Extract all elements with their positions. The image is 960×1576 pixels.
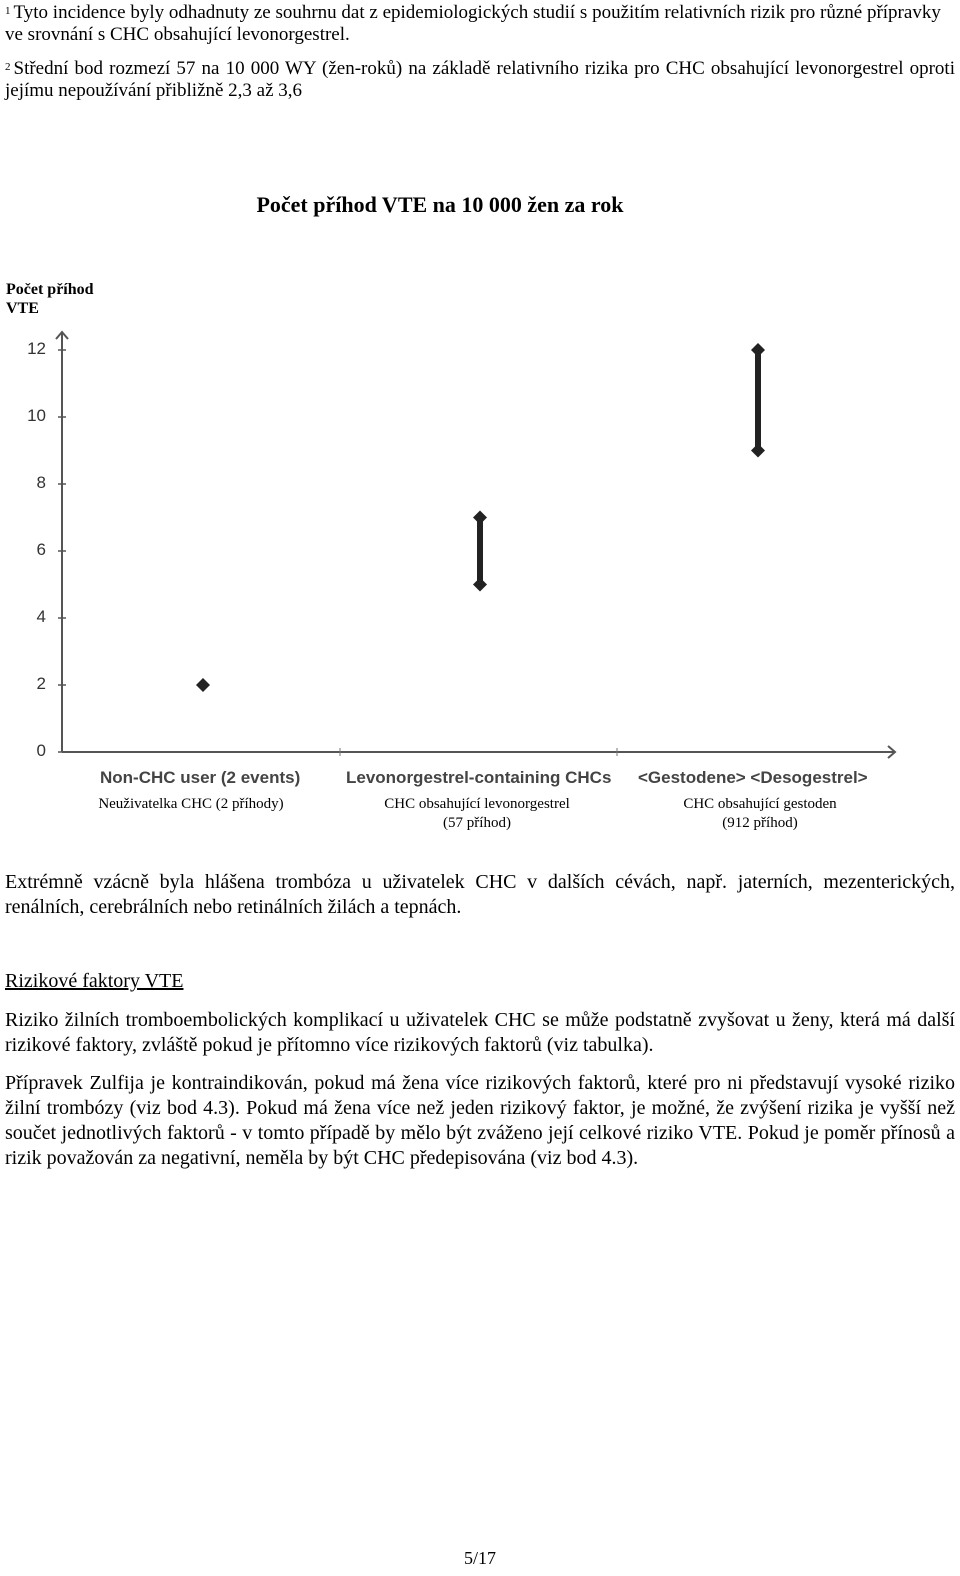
x-category-label-2-line-2: (57 příhod) xyxy=(443,815,511,831)
x-category-label-en-1: Non-CHC user (2 events) xyxy=(100,768,301,787)
y-axis-label: Počet příhod VTE xyxy=(6,281,94,317)
x-category-label-1 xyxy=(71,795,311,814)
x-category-label-3-line-1: CHC obsahující gestoden xyxy=(683,796,837,812)
y-tick-label-6: 6 xyxy=(36,540,46,559)
y-tick-label-2: 2 xyxy=(36,674,46,693)
y-tick-label-4: 4 xyxy=(36,607,46,626)
y-tick-label-12: 12 xyxy=(27,339,46,358)
chart-title: Počet příhod VTE na 10 000 žen za rok xyxy=(256,192,624,217)
x-category-label-3 xyxy=(640,795,880,833)
point-marker-1 xyxy=(196,678,210,692)
x-category-label-2-line-1: CHC obsahující levonorgestrel xyxy=(384,796,570,812)
y-tick-label-0: 0 xyxy=(36,741,46,760)
footnote-2-marker: 2 xyxy=(5,61,11,73)
x-category-label-3-line-2: (912 příhod) xyxy=(722,815,798,831)
range-high-marker-3 xyxy=(751,343,765,357)
range-low-marker-3 xyxy=(751,444,765,458)
page-number: 5/17 xyxy=(463,1548,496,1568)
range-high-marker-2 xyxy=(473,511,487,525)
x-category-label-2 xyxy=(357,795,597,833)
range-low-marker-2 xyxy=(473,578,487,592)
footnote-2-text: Střední bod rozmezí 57 na 10 000 WY (žen-roků) na základě relativního rizika pro CHC obsahující levonorgestrel oproti jejímu nepoužívání přibližně 2,3 až 3,6 xyxy=(5,58,955,101)
y-tick-label-10: 10 xyxy=(27,406,46,425)
paragraph-risk-increase: Riziko žilních tromboembolických komplikací u uživatelek CHC se může podstatně zvyšovat u ženy, která má další rizikové faktory, zvláště pokud je přítomno více rizikových faktorů (viz tabulka). xyxy=(5,1009,955,1056)
footnote-1-marker: 1 xyxy=(5,5,11,17)
y-tick-label-8: 8 xyxy=(36,473,46,492)
paragraph-thrombosis: Extrémně vzácně byla hlášena trombóza u uživatelek CHC v dalších cévách, např. jaterních, mezenterických, renálních, cerebrálních nebo retinálních žilách a tepnách. xyxy=(5,871,955,918)
x-category-label-1-line-1: Neuživatelka CHC (2 příhody) xyxy=(98,796,284,812)
paragraph-contraindication: Přípravek Zulfija je kontraindikován, pokud má žena více rizikových faktorů, které pro ni představují vysoké riziko žilní trombózy (viz bod 4.3). Pokud má žena více než jeden rizikový faktor, je možné, že zvýšení rizika je vyšší než součet jednotlivých faktorů - v tomto případě by mělo být zváženo její celkové riziko VTE. Pokud je poměr přínosů a rizik považován za negativní, neměla by být CHC předepisována (viz bod 4.3). xyxy=(5,1072,955,1169)
section-heading-risk-factors: Rizikové faktory VTE xyxy=(5,970,184,992)
footnote-1-text: Tyto incidence byly odhadnuty ze souhrnu dat z epidemiologických studií s použitím relativních rizik pro různé přípravky ve srovnání s CHC obsahující levonorgestrel. xyxy=(5,2,941,45)
x-category-label-en-2: Levonorgestrel-containing CHCs xyxy=(346,768,612,787)
x-category-label-en-3: <Gestodene> <Desogestrel> xyxy=(638,768,868,787)
